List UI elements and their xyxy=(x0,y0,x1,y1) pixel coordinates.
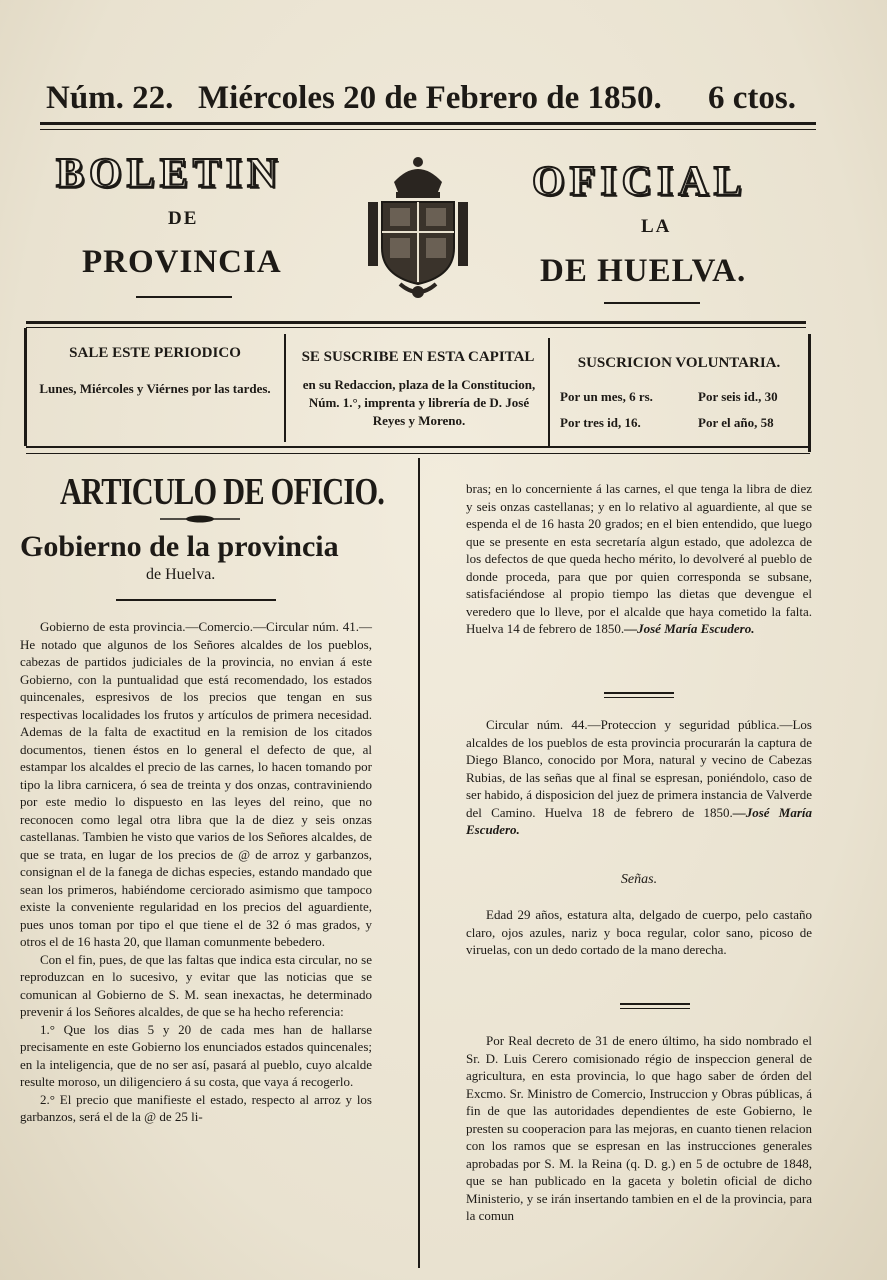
masthead-big-right: DE HUELVA. xyxy=(540,253,747,289)
issue-number: Núm. 22. xyxy=(46,80,174,116)
paragraph-real-decreto: Por Real decreto de 31 de enero último, ha sido nombrado el Sr. D. Luis Cerero comisionado régio de inspeccion general de agricultura, en esta provincia, lo que hago saber de órden del Excmo. Sr. Ministro de Comercio, Instruccion y Obras públicas, á fin de que las autoridades dependientes de este Gobierno, le presten su cooperacion para las mejoras, en cuanto tienen relacion con los ramos que se espresan en las instrucciones generales aprobadas por S. M. la Reina (q. D. g.) en 5 de octubre de 1848, que se han publicado en la gaceta y boletin oficial de dicho Ministerio, y se irán insertando tambien en el de la provincia, para la comun xyxy=(466,1033,812,1223)
paragraph-continuation: bras; en lo concerniente á las carnes, el que tenga la libra de diez y seis onzas castellanas; y en lo relativo al aguardiente, al que se espenda el de 16 hasta 20 grados; en el bien entendido, que luego que se presente en esta secretaría algun estado, que adolezca de los defectos de que queda hecho mérito, lo devolveré al pueblo de donde proceda, para que por quien corresponda se subsane, satisfaciéndose al propio tiempo las dietas que devengue el veredero que lo lleve, por el alcalde que haya cometido la falta. Huelva 14 de febrero de 1850. xyxy=(466,481,812,636)
masthead-underline-right xyxy=(604,302,700,304)
masthead-underline-left xyxy=(136,296,232,298)
right-column-block-1 xyxy=(466,480,812,638)
masthead-word-left: BOLETIN xyxy=(56,151,283,197)
masthead-word-right: OFICIAL xyxy=(532,159,747,205)
coat-of-arms-icon xyxy=(364,152,472,300)
heading-underline xyxy=(116,599,276,601)
box3-row2-left: Por tres id, 16. xyxy=(560,415,641,430)
ornament-icon xyxy=(160,514,240,524)
box1-text: Lunes, Miércoles y Viérnes por las tardes. xyxy=(39,381,271,396)
info-border-left xyxy=(24,328,27,446)
info-rule-bottom xyxy=(26,446,810,448)
right-column-senas xyxy=(466,906,812,959)
separator-1-thin xyxy=(604,697,674,698)
box3-row1-left: Por un mes, 6 rs. xyxy=(560,389,653,404)
box2-text: en su Redaccion, plaza de la Constitucion, Núm. 1.°, imprenta y librería de D. José Reyes y Moreno. xyxy=(302,377,536,428)
issue-price: 6 ctos. xyxy=(708,80,796,116)
article-heading: Gobierno de la provincia xyxy=(20,530,339,563)
header-rule-thin xyxy=(40,129,816,130)
info-rule-top xyxy=(26,321,806,324)
issue-line xyxy=(40,80,815,126)
paragraph-item-2: 2.° El precio que manifieste el estado, respecto al arroz y los garbanzos, será el de la @ de 25 li- xyxy=(20,1091,372,1124)
paragraph-circular-44: Circular núm. 44.—Proteccion y seguridad pública.—Los alcaldes de los pueblos de esta provincia procurarán la captura de Diego Blanco, conocido por Mora, natural y vecino de Cabezas Rubias, de las señas que al final se espresan, poniéndolo, caso de ser habido, á disposicion del juez de primera instancia de Valverde del Camino. Huelva 18 de febrero de 1850. xyxy=(466,717,812,820)
right-column-block-3 xyxy=(466,1032,812,1225)
box3-heading: SUSCRICION VOLUNTARIA. xyxy=(577,355,781,371)
signature-1: —José María Escudero. xyxy=(624,621,755,636)
paragraph-senas: Edad 29 años, estatura alta, delgado de cuerpo, pelo castaño claro, ojos azules, nariz y boca regular, color sano, picoso de viruelas, con un dedo cortado de la mano derecha. xyxy=(466,907,812,957)
box3-row2-right: Por el año, 58 xyxy=(698,415,774,430)
info-border-right xyxy=(808,334,811,452)
masthead-small-right: LA xyxy=(641,216,672,237)
paragraph-circular-41: Gobierno de esta provincia.—Comercio.—Circular núm. 41.—He notado que algunos de los Señores alcaldes de los pueblos, cabezas de partidos judiciales de la provincia, no envian á este Gobierno, con la puntualidad que está recomendado, los estados quincenales, espresivos de los precios que tengan en sus respectivas localidades los frutos y artículos de primera necesidad. Ademas de la falta de exactitud en la remision de los citados documentos, tienen éstos en lo general el defecto de que, al estampar los alcaldes el precio de las carnes, lo hacen tomando por tipo la libra carnicera, ó sea de treinta y dos onzas, contraviniendo por este medio lo dispuesto en las leyes del reino, que no reconocen como legal otra libra que la de diez y seis onzas castellanas. Tambien he visto que varios de los Señores alcaldes, de que se trata, en lugar de los precios de @ de arroz y garbanzos, consignan el de la fanega de dichas especies, estando mandado que sean los primeros, habiéndome cerciorado asimismo que tampoco existe la conveniente regularidad en los precios del aguardiente, pues unos toman por tipo el que tiene el de 32 ó mas grados, y otros el de 16 hasta 20, que llaman comunmente bebedero. xyxy=(20,619,372,949)
separator-2-thin xyxy=(620,1008,690,1009)
right-column-block-2 xyxy=(466,716,812,839)
issue-date: Miércoles 20 de Febrero de 1850. xyxy=(198,80,662,116)
section-title: ARTICULO DE OFICIO. xyxy=(60,471,385,513)
paragraph-fin: Con el fin, pues, de que las faltas que indica esta circular, no se reproduzcan en lo sucesivo, y evitar que las noticias que se comunican al Gobierno de S. M. sean inexactas, he determinado prevenir á los Señores alcaldes, de que se ha hecho referencia: xyxy=(20,951,372,1019)
box3-row1-right: Por seis id., 30 xyxy=(698,389,778,404)
box2-heading: SE SUSCRIBE EN ESTA CAPITAL xyxy=(301,349,535,365)
masthead-big-left: PROVINCIA xyxy=(82,244,282,280)
info-divider-2 xyxy=(548,338,550,446)
senas-title: Señas. xyxy=(620,872,658,887)
info-rule-top-thin xyxy=(26,327,806,328)
column-divider xyxy=(418,458,420,1268)
info-divider-1 xyxy=(284,334,286,442)
left-column-text xyxy=(20,618,372,1126)
article-subheading: de Huelva. xyxy=(146,566,216,583)
masthead-small-left: DE xyxy=(168,208,199,229)
info-rule-bottom-thin xyxy=(26,453,810,454)
signature-2: —José María Escudero. xyxy=(466,804,813,837)
box1-heading: SALE ESTE PERIODICO xyxy=(69,345,241,361)
separator-2 xyxy=(620,1003,690,1005)
paragraph-item-1: 1.° Que los dias 5 y 20 de cada mes han de hallarse precisamente en este Gobierno los enunciados estados quincenales; en la inteligencia, que de no ser así, pasará al pueblo, cuyo alcalde resulte moroso, un diligenciero á su costa, que vaya á recogerlo. xyxy=(20,1021,372,1089)
header-rule-thick xyxy=(40,122,816,125)
separator-1 xyxy=(604,692,674,694)
